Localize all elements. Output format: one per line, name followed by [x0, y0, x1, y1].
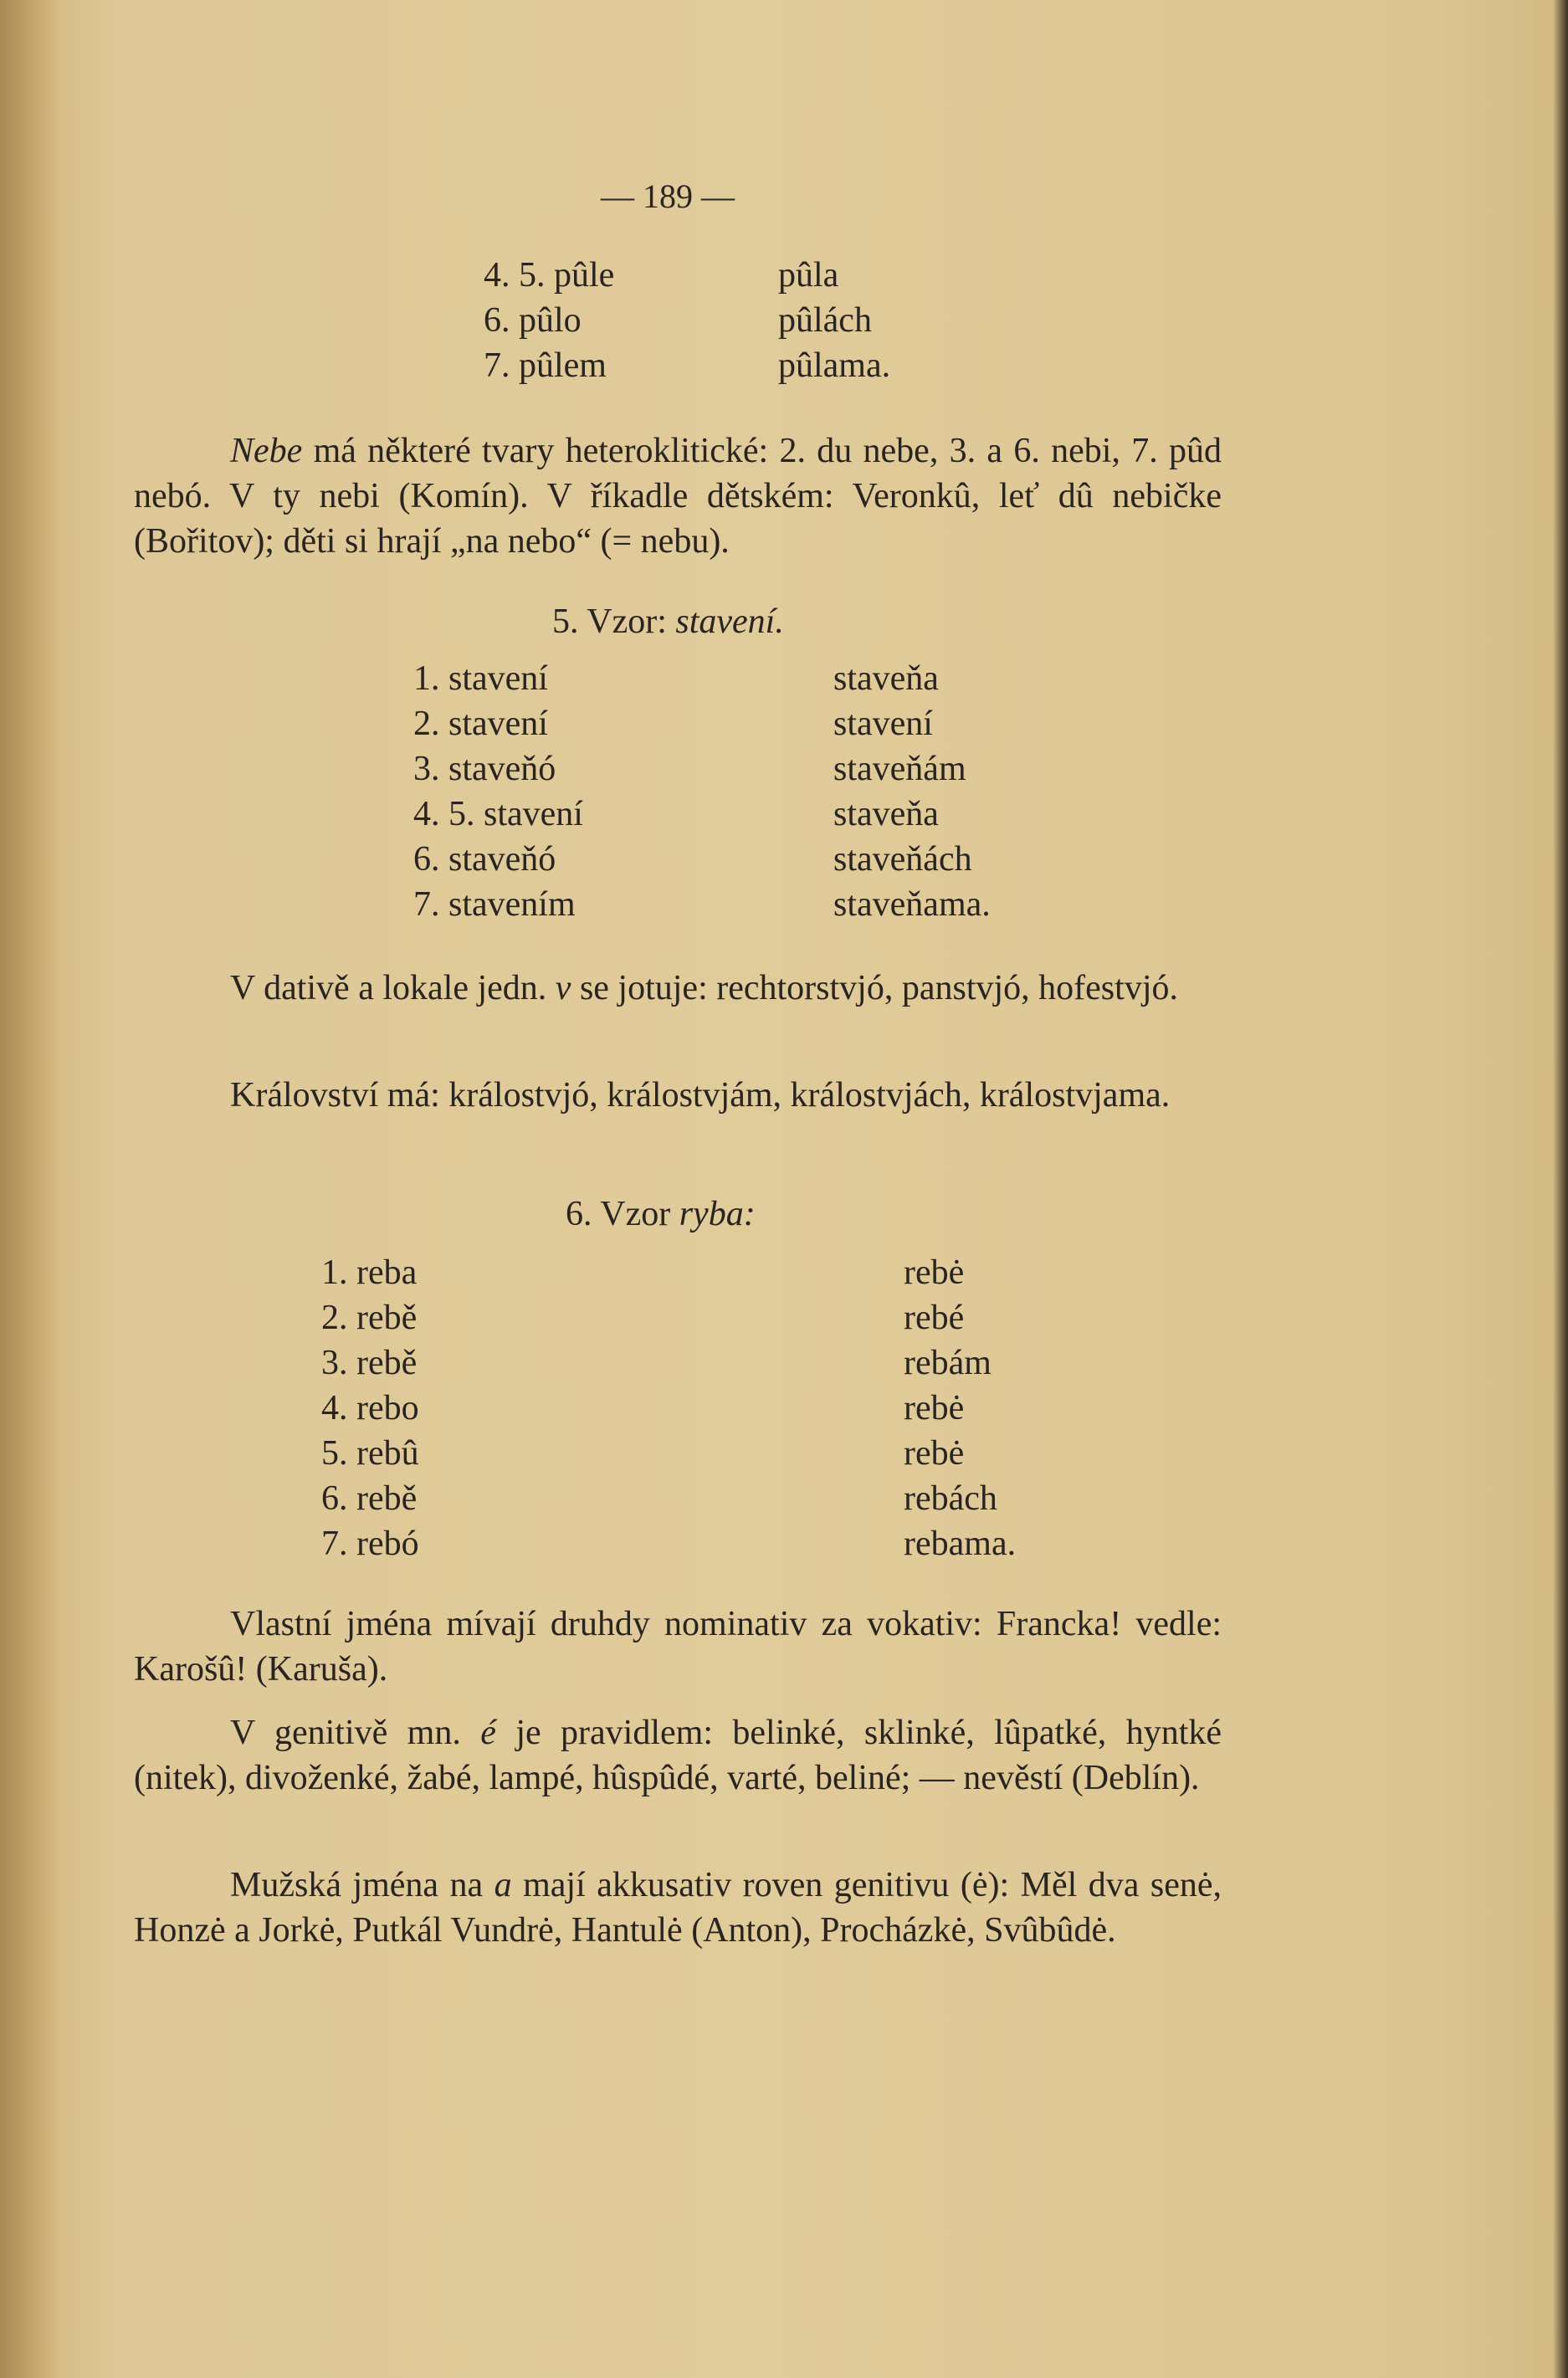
heading-ryba-label: 6. Vzor — [566, 1195, 671, 1233]
ryba-row-5-plural: rebė — [904, 1434, 965, 1473]
heading-ryba — [566, 1192, 756, 1237]
nebe-paragraph-text: má některé tvary heteroklitické: 2. du nebe, 3. a 6. nebi, 7. pûd nebó. V ty nebi (Komín). V říkadle dětském: Veronkû, leť dû nebičke (Bořitov); děti si hrají „na nebo“ (= nebu). — [134, 432, 1222, 561]
muzska-letter-a: a — [494, 1866, 512, 1904]
ryba-row-1-plural: rebė — [904, 1253, 965, 1292]
ryba-row-6-singular: 6. rebě — [321, 1479, 418, 1518]
muzska-text-b: mají akkusativ roven genitivu (ė): Měl dva senė, Honzė a Jorkė, Putkál Vundrė, Hantulė (Anton), Procházkė, Svûbûdė. — [134, 1866, 1222, 1950]
ryba-row-5-singular: 5. rebû — [321, 1434, 419, 1473]
nebe-paragraph — [134, 428, 1222, 564]
staveni-row-3-plural: staveňám — [833, 750, 966, 788]
muzska-text-a: Mužská jména na — [230, 1866, 494, 1904]
ryba-row-1-singular: 1. reba — [321, 1253, 418, 1292]
ryba-row-6-plural: rebách — [904, 1479, 997, 1518]
pule-row-1-singular: 4. 5. pûle — [484, 256, 615, 295]
pule-row-3-plural: pûlama. — [778, 346, 891, 385]
muzska-jmena-paragraph — [134, 1863, 1222, 1953]
staveni-row-5-singular: 6. staveňó — [413, 840, 556, 879]
staveni-row-6-singular: 7. stavením — [413, 885, 576, 924]
nebe-lead-word: Nebe — [230, 432, 303, 470]
ryba-row-7-plural: rebama. — [904, 1525, 1017, 1563]
genitive-text-b: je pravidlem: belinké, sklinké, lûpatké, hyntké (nitek), divoženké, žabé, lampé, hûspûdé, varté, beliné; — nevěstí (Deblín). — [134, 1714, 1222, 1797]
vlastni-jmena-paragraph: Vlastní jména mívají druhdy nominativ za vokativ: Francka! vedle: Karošû! (Karuša). — [134, 1605, 1222, 1689]
genitive-text-a: V genitivě mn. — [230, 1714, 481, 1752]
dative-text-b: se jotuje: rechtorstvjó, panstvjó, hofestvjó. — [571, 969, 1178, 1007]
pule-row-1-plural: pûla — [778, 256, 839, 295]
ryba-row-4-plural: rebė — [904, 1389, 965, 1427]
pule-row-2-plural: pûlách — [778, 301, 872, 340]
staveni-row-1-singular: 1. stavení — [413, 659, 548, 698]
pule-row-3-singular: 7. pûlem — [484, 346, 607, 385]
genitive-letter-e: é — [480, 1714, 496, 1752]
kralovstvi-paragraph: Království má: králostvjó, králostvjám, králostvjách, králostvjama. — [230, 1076, 1171, 1115]
ryba-row-7-singular: 7. rebó — [321, 1525, 419, 1563]
staveni-row-1-plural: staveňa — [833, 659, 939, 698]
staveni-row-4-plural: staveňa — [833, 795, 939, 833]
page-gutter — [0, 0, 59, 2378]
ryba-row-2-plural: rebé — [904, 1299, 965, 1337]
ryba-row-3-plural: rebám — [904, 1344, 992, 1382]
heading-staveni-word: stavení. — [675, 602, 784, 641]
page-number: — 189 — — [601, 177, 735, 215]
pule-row-2-singular: 6. pûlo — [484, 301, 582, 340]
genitive-paragraph — [134, 1710, 1222, 1801]
dative-text-a: V dativě a lokale jedn. — [230, 969, 556, 1007]
staveni-row-4-singular: 4. 5. stavení — [413, 795, 583, 833]
heading-staveni — [552, 599, 784, 644]
ryba-row-3-singular: 3. rebě — [321, 1344, 418, 1382]
dative-letter-v: v — [555, 969, 571, 1007]
ryba-row-2-singular: 2. rebě — [321, 1299, 418, 1337]
staveni-row-6-plural: staveňama. — [833, 885, 991, 924]
staveni-row-2-singular: 2. stavení — [413, 705, 548, 743]
heading-ryba-word: ryba: — [679, 1195, 756, 1233]
staveni-row-2-plural: stavení — [833, 705, 933, 743]
ryba-row-4-singular: 4. rebo — [321, 1389, 419, 1427]
dative-paragraph — [134, 966, 1222, 1011]
page-edge — [1553, 0, 1568, 2378]
heading-staveni-label: 5. Vzor: — [552, 602, 667, 641]
staveni-row-5-plural: staveňách — [833, 840, 972, 879]
staveni-row-3-singular: 3. staveňó — [413, 750, 556, 788]
